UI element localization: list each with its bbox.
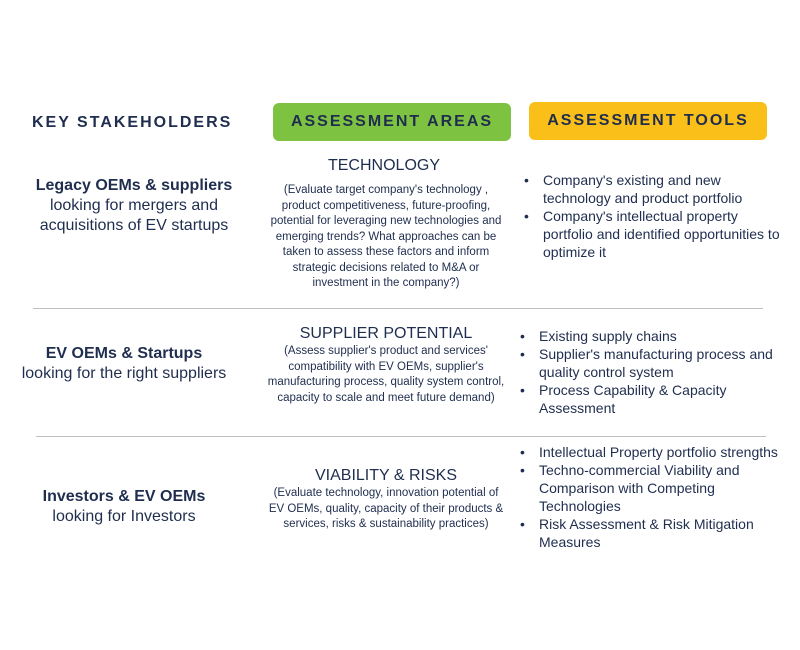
area-title-technology: TECHNOLOGY: [327, 157, 440, 174]
list-item: • Company's existing and new technology and product portfolio: [523, 171, 785, 207]
assessment-areas-heading: ASSESSMENT AREAS: [273, 103, 511, 141]
stakeholder-bold-text: Investors & EV OEMs: [42, 488, 206, 505]
assessment-tools-heading: ASSESSMENT TOOLS: [529, 102, 767, 140]
area-title-viability-risks: VIABILITY & RISKS: [315, 467, 457, 484]
stakeholder-ev-oems-startups: [4, 344, 244, 384]
tools-list-technology: [523, 171, 785, 261]
stakeholder-legacy-oems: [14, 176, 254, 236]
list-item: • Risk Assessment & Risk Mitigation Measures: [519, 515, 781, 551]
area-desc-supplier-potential: (Assess supplier's product and services' compatibility with EV OEMs, supplier's manufacturing process, quality system control, capacity to scale and meet future demand): [267, 345, 505, 404]
list-item: • Process Capability & Capacity Assessment: [519, 381, 779, 417]
stakeholder-rest-text: looking for Investors: [52, 508, 196, 525]
list-item: • Existing supply chains: [519, 327, 779, 345]
list-item: • Intellectual Property portfolio strengths: [519, 443, 781, 461]
stakeholder-rest-text: looking for the right suppliers: [21, 365, 227, 382]
stakeholder-rest-text: looking for mergers and acquisitions of EV startups: [39, 197, 229, 234]
stakeholder-investors-ev-oems: [4, 487, 244, 527]
tools-list-supplier-potential: [519, 327, 779, 417]
list-item: • Techno-commercial Viability and Comparison with Competing Technologies: [519, 461, 781, 515]
tools-list-viability-risks: [519, 443, 781, 551]
row-divider: [33, 308, 763, 309]
area-title-supplier-potential: SUPPLIER POTENTIAL: [299, 325, 473, 342]
stakeholder-bold-text: Legacy OEMs & suppliers: [35, 177, 233, 194]
area-desc-viability-risks: (Evaluate technology, innovation potential of EV OEMs, quality, capacity of their products & services, risks & sustainability practices): [268, 487, 504, 530]
area-desc-technology: (Evaluate target company's technology , product competitiveness, future-proofing, potential for leveraging new technologies and emerging trends? What approaches can be taken to assess these factors and inform strategic decisions related to M&A or investment in the company?): [270, 184, 502, 289]
stakeholder-bold-text: EV OEMs & Startups: [45, 345, 203, 362]
list-item: • Company's intellectual property portfolio and identified opportunities to optimize it: [523, 207, 785, 261]
row-divider: [36, 436, 766, 437]
key-stakeholders-heading: KEY STAKEHOLDERS: [32, 114, 233, 131]
list-item: • Supplier's manufacturing process and quality control system: [519, 345, 779, 381]
